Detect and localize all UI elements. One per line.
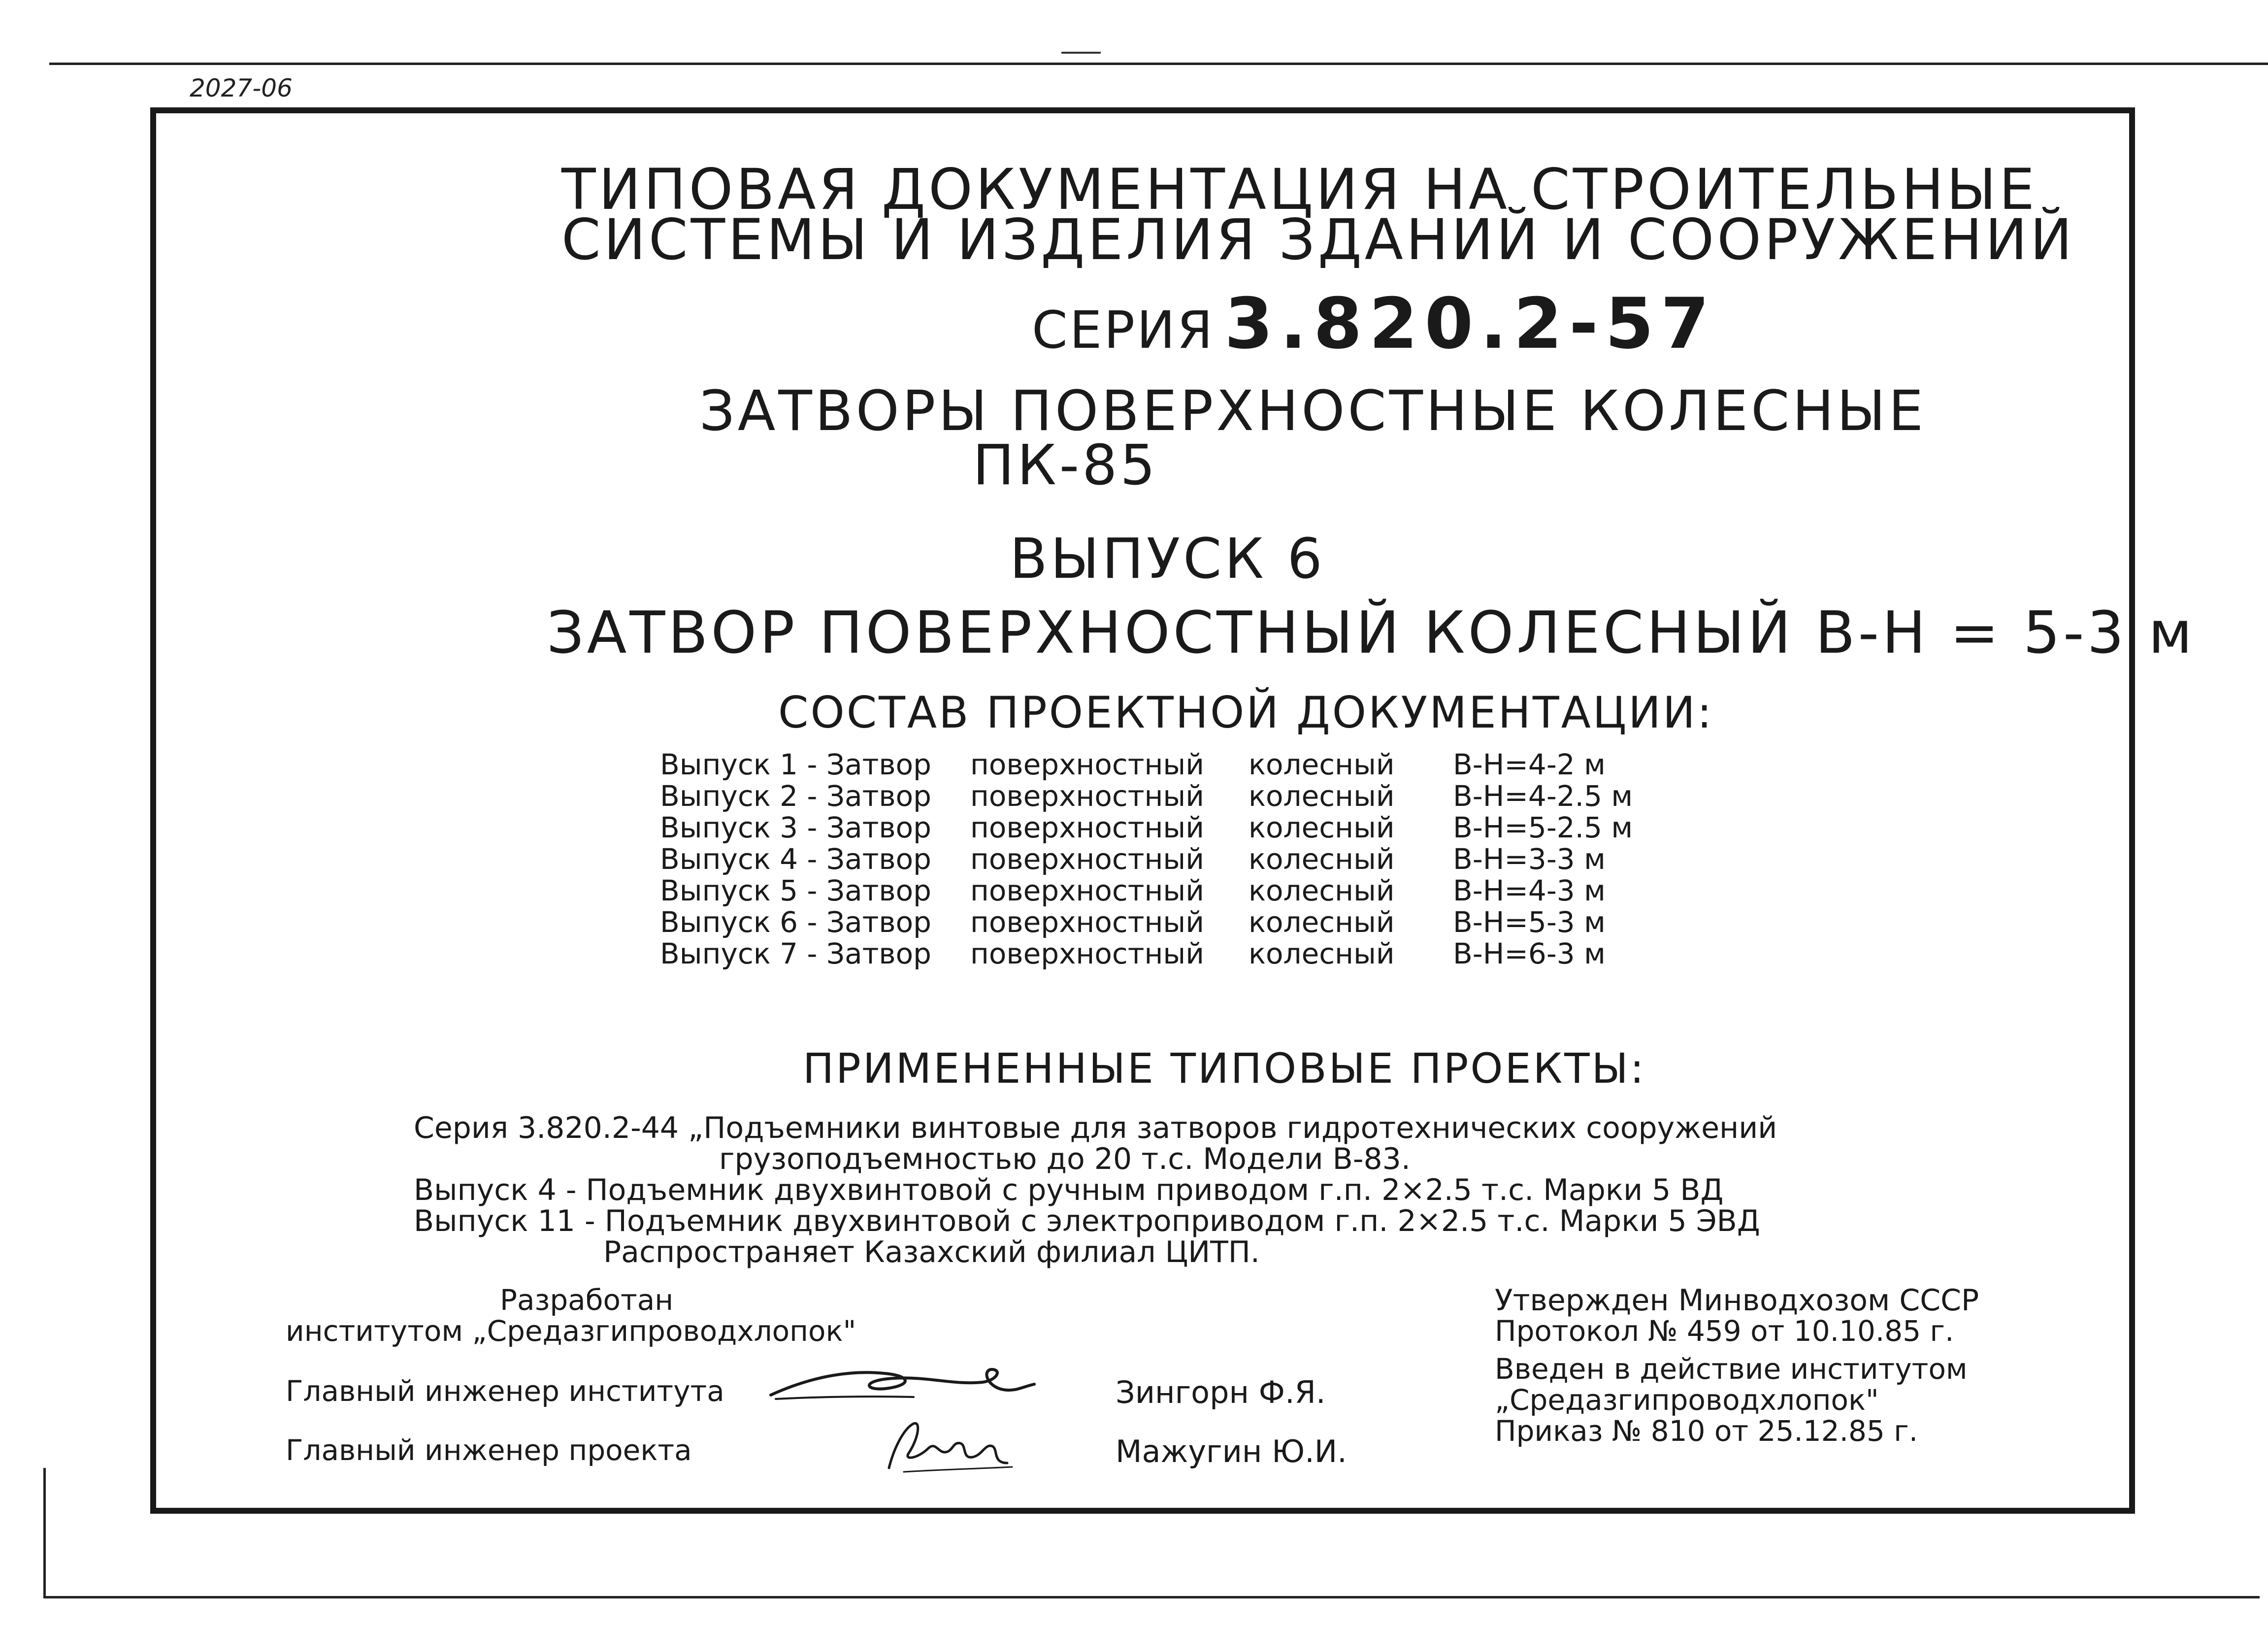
- gate-kind: колесный: [1249, 937, 1395, 970]
- gate-kind: колесный: [1249, 811, 1395, 844]
- gate-type: поверхностный: [970, 748, 1204, 781]
- gate-size: В-Н=3-3 м: [1453, 842, 1606, 876]
- applied-projects-line-4: Выпуск 11 - Подъемник двухвинтовой с электроприводом г.п. 2×2.5 т.с. Марки 5 ЭВД: [414, 1204, 1760, 1238]
- issue-number: Выпуск 2 - Затвор: [660, 779, 931, 813]
- approval-protocol: Протокол № 459 от 10.10.85 г.: [1495, 1314, 1954, 1348]
- gate-kind: колесный: [1249, 874, 1395, 907]
- chief-engineer-project-label: Главный инженер проекта: [286, 1433, 692, 1467]
- developer-institute: институтом „Средазгипроводхлопок": [286, 1314, 856, 1348]
- issue-number: Выпуск 4 - Затвор: [660, 842, 931, 876]
- product-title-line-2: ПК-85: [973, 433, 1158, 498]
- series-heading: [1032, 283, 1716, 365]
- gate-size: В-Н=4-2.5 м: [1453, 779, 1633, 813]
- outer-border-top: [49, 63, 2268, 65]
- issue-number: Выпуск 6 - Затвор: [660, 905, 931, 939]
- developer-label: Разработан: [500, 1283, 674, 1317]
- series-number: 3.820.2-57: [1224, 283, 1716, 365]
- signature-chief-project: [874, 1414, 1022, 1478]
- gate-type: поверхностный: [970, 779, 1204, 813]
- gate-kind: колесный: [1249, 748, 1395, 781]
- gate-kind: колесный: [1249, 842, 1395, 876]
- gate-size: В-Н=5-3 м: [1453, 905, 1606, 939]
- outer-border-left: [43, 1468, 46, 1596]
- gate-type: поверхностный: [970, 811, 1204, 844]
- issue-number: Выпуск 3 - Затвор: [660, 811, 931, 844]
- archive-number: 2027-06: [190, 74, 293, 102]
- issue-title: ЗАТВОР ПОВЕРХНОСТНЫЙ КОЛЕСНЫЙ В-Н = 5-3 м: [547, 598, 2196, 666]
- issue-label: ВЫПУСК 6: [1010, 527, 1325, 591]
- series-label: СЕРИЯ: [1032, 300, 1215, 360]
- chief-engineer-project-name: Мажугин Ю.И.: [1116, 1433, 1347, 1469]
- gate-kind: колесный: [1249, 905, 1395, 939]
- chief-engineer-institute-label: Главный инженер института: [286, 1374, 724, 1408]
- top-dash-mark: [1061, 52, 1101, 54]
- gate-size: В-Н=4-3 м: [1453, 874, 1606, 907]
- document-title-line-1: ТИПОВАЯ ДОКУМЕНТАЦИЯ НА СТРОИТЕЛЬНЫЕ: [561, 157, 2038, 222]
- applied-projects-line-2: грузоподъемностью до 20 т.с. Модели В-83.: [719, 1142, 1411, 1176]
- approval-order: Приказ № 810 от 25.12.85 г.: [1495, 1414, 1918, 1448]
- applied-projects-heading: ПРИМЕНЕННЫЕ ТИПОВЫЕ ПРОЕКТЫ:: [803, 1044, 1646, 1093]
- gate-size: В-Н=6-3 м: [1453, 937, 1606, 970]
- gate-size: В-Н=5-2.5 м: [1453, 811, 1633, 844]
- issue-number: Выпуск 7 - Затвор: [660, 937, 931, 970]
- signature-chief-institute: [766, 1350, 1042, 1404]
- gate-type: поверхностный: [970, 937, 1204, 970]
- gate-type: поверхностный: [970, 905, 1204, 939]
- approval-line-1: Утвержден Минводхозом СССР: [1495, 1283, 1979, 1318]
- document-title-line-2: СИСТЕМЫ И ИЗДЕЛИЯ ЗДАНИЙ И СООРУЖЕНИЙ: [561, 207, 2075, 272]
- composition-heading: СОСТАВ ПРОЕКТНОЙ ДОКУМЕНТАЦИИ:: [778, 687, 1714, 738]
- applied-projects-line-1: Серия 3.820.2-44 „Подъемники винтовые для затворов гидротехнических сооружений: [414, 1111, 1777, 1145]
- gate-size: В-Н=4-2 м: [1453, 748, 1606, 781]
- issue-number: Выпуск 1 - Затвор: [660, 748, 931, 781]
- outer-border-bottom: [43, 1596, 2260, 1598]
- applied-projects-line-3: Выпуск 4 - Подъемник двухвинтовой с ручным приводом г.п. 2×2.5 т.с. Марки 5 ВД: [414, 1173, 1724, 1207]
- approval-line-4: „Средазгипроводхлопок": [1495, 1383, 1879, 1417]
- issue-number: Выпуск 5 - Затвор: [660, 874, 931, 907]
- gate-kind: колесный: [1249, 779, 1395, 813]
- product-title-line-1: ЗАТВОРЫ ПОВЕРХНОСТНЫЕ КОЛЕСНЫЕ: [699, 379, 1927, 443]
- gate-type: поверхностный: [970, 874, 1204, 907]
- chief-engineer-institute-name: Зингорн Ф.Я.: [1116, 1374, 1326, 1410]
- gate-type: поверхностный: [970, 842, 1204, 876]
- distributor-note: Распространяет Казахский филиал ЦИТП.: [603, 1235, 1260, 1269]
- approval-line-3: Введен в действие институтом: [1495, 1352, 1968, 1386]
